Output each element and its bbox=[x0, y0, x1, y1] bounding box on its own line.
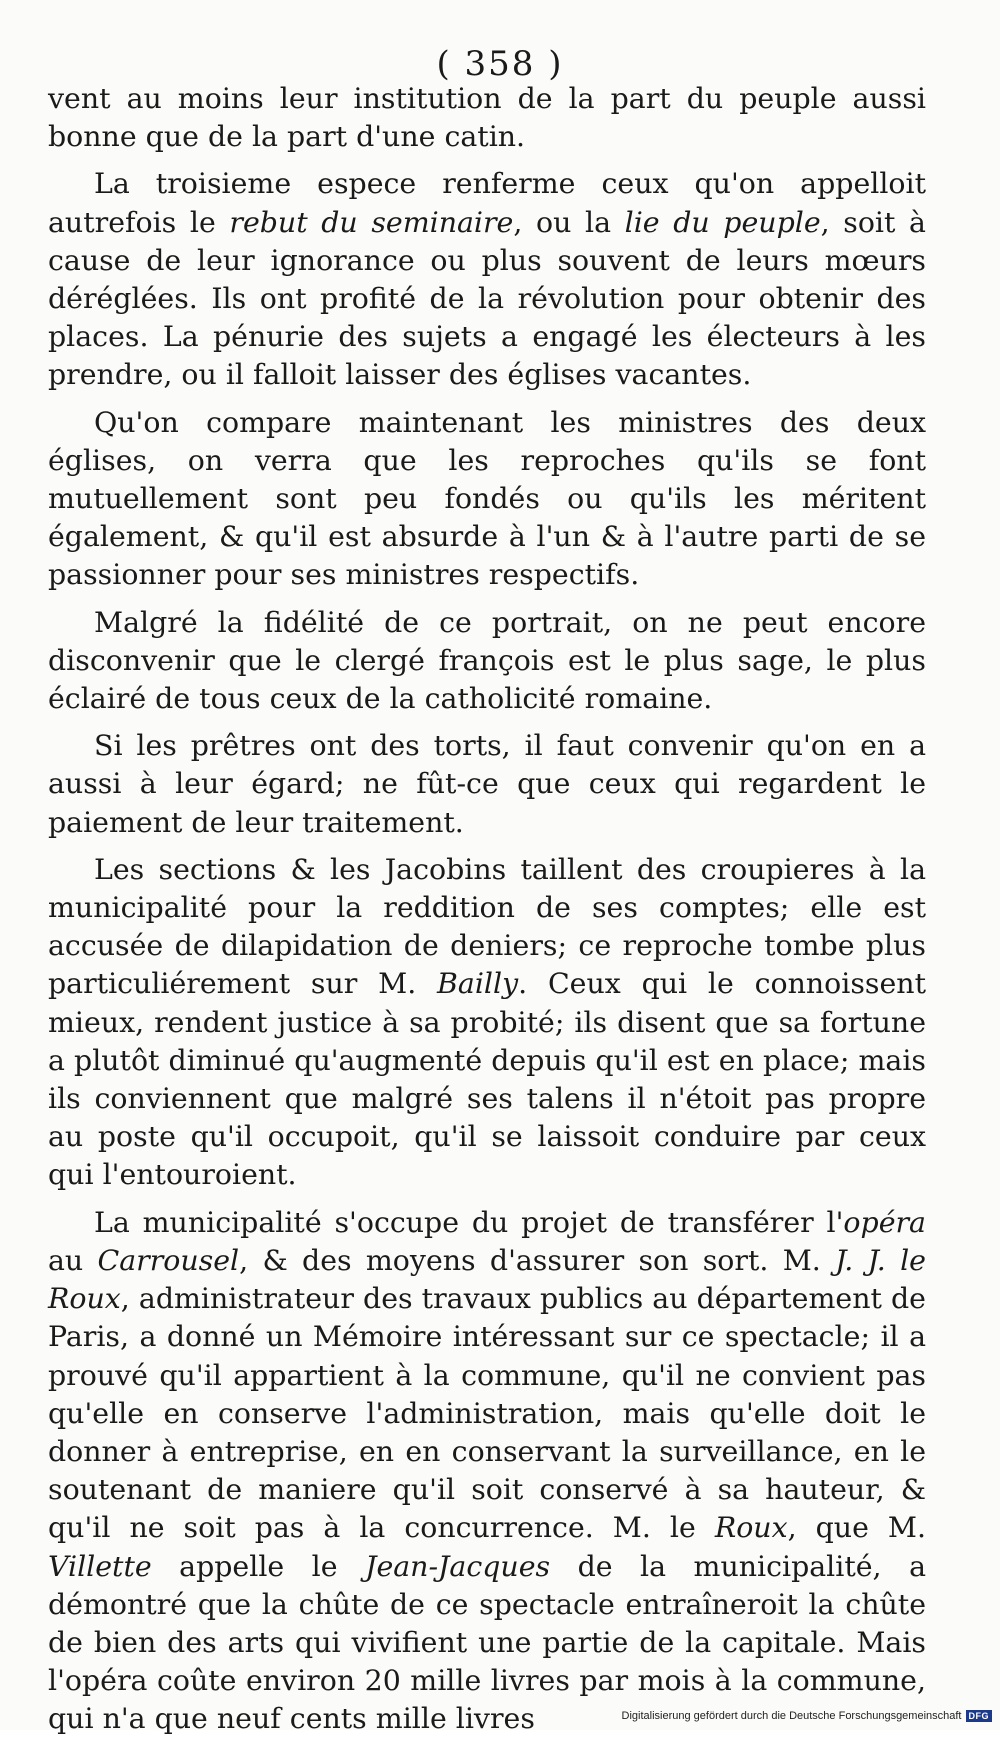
italic-text: Villette bbox=[48, 1549, 152, 1583]
italic-text: lie du peuple bbox=[624, 205, 821, 239]
text-run: La municipalité s'occupe du projet de transférer l' bbox=[94, 1205, 844, 1239]
text-run: . Ceux qui le connoissent mieux, rendent justice à sa probité; ils disent que sa fortune a plutôt diminué qu'augmenté depuis qu'il est en place; mais ils conviennent que malgré ses talens il n'étoit pas propre au poste qu'il occupoit, qu'il se laissoit conduire par ceux qui l'entouroient. bbox=[48, 967, 926, 1192]
paragraph bbox=[48, 1204, 926, 1739]
text-run: , & des moyens d'assurer son sort. M. bbox=[239, 1243, 836, 1277]
dfg-logo-icon: DFG bbox=[966, 1710, 993, 1722]
text-run: , administrateur des travaux publics au département de Paris, a donné un Mémoire intéressant sur ce spectacle; il a prouvé qu'il appartient à la commune, qu'il ne convient pas qu'elle en conserve l'administration, mais qu'elle doit le donner à entreprise, en en conservant la surveillance, en le soutenant de maniere qu'il soit conservé à sa hauteur, & qu'il ne soit pas à la concurrence. M. le bbox=[48, 1282, 926, 1545]
paragraph bbox=[48, 80, 926, 156]
page-number: ( 358 ) bbox=[436, 44, 564, 84]
text-run: appelle le bbox=[151, 1549, 366, 1583]
document-body bbox=[48, 80, 926, 1748]
italic-text: rebut du seminaire bbox=[229, 205, 514, 239]
text-run: de la municipalité, a démontré que la chûte de ce spectacle entraîneroit la chûte de bien des arts qui vivifient une partie de la capitale. Mais l'opéra coûte environ 20 mille livres par mois à la commune, qui n'a que neuf cents mille livres bbox=[48, 1549, 926, 1736]
text-run: vent au moins leur institution de la part du peuple aussi bonne que de la part d'une catin. bbox=[48, 82, 926, 154]
text-run: Malgré la fidélité de ce portrait, on ne peut encore disconvenir que le clergé françois est le plus sage, le plus éclairé de tous ceux de la catholicité romaine. bbox=[48, 605, 926, 716]
italic-text: Roux bbox=[714, 1511, 788, 1545]
credit-text: Digitalisierung gefördert durch die Deutsche Forschungsgemeinschaft bbox=[621, 1710, 962, 1722]
text-run: Les sections & les Jacobins taillent des croupieres à la municipalité pour la reddition de ses comptes; elle est accusée de dilapidation de deniers; ce reproche tombe plus particuliérement sur M. bbox=[48, 852, 926, 1001]
text-run: , que M. bbox=[787, 1511, 926, 1545]
paragraph bbox=[48, 404, 926, 595]
italic-text: Carrousel bbox=[97, 1243, 240, 1277]
italic-text: Jean-Jacques bbox=[365, 1549, 551, 1583]
paragraph bbox=[48, 727, 926, 842]
text-run: au bbox=[48, 1243, 98, 1277]
text-run: , soit à cause de leur ignorance ou plus souvent de leurs mœurs déréglées. Ils ont profité de la révolution pour obtenir des places. La pénurie des sujets a engagé les électeurs à les prendre, ou il falloit laisser des églises vacantes. bbox=[48, 205, 926, 392]
italic-text: opéra bbox=[843, 1205, 926, 1239]
text-run: Qu'on compare maintenant les ministres des deux églises, on verra que les reproches qu'ils se font mutuellement sont peu fondés ou qu'ils les méritent également, & qu'il est absurde à l'un & à l'autre parti de se passionner pour ses ministres respectifs. bbox=[48, 405, 926, 592]
text-run: , ou la bbox=[513, 205, 625, 239]
italic-text: J. J. le Roux bbox=[48, 1243, 926, 1316]
italic-text: Bailly bbox=[437, 967, 519, 1001]
text-run: La troisieme espece renferme ceux qu'on appelloit autrefois le bbox=[48, 167, 926, 239]
paragraph bbox=[48, 604, 926, 719]
paragraph bbox=[48, 165, 926, 394]
digitization-credit bbox=[622, 1710, 992, 1722]
paragraph bbox=[48, 851, 926, 1195]
text-run: Si les prêtres ont des torts, il faut convenir qu'on en a aussi à leur égard; ne fût-ce que ceux qui regardent le paiement de leur traitement. bbox=[48, 729, 926, 839]
